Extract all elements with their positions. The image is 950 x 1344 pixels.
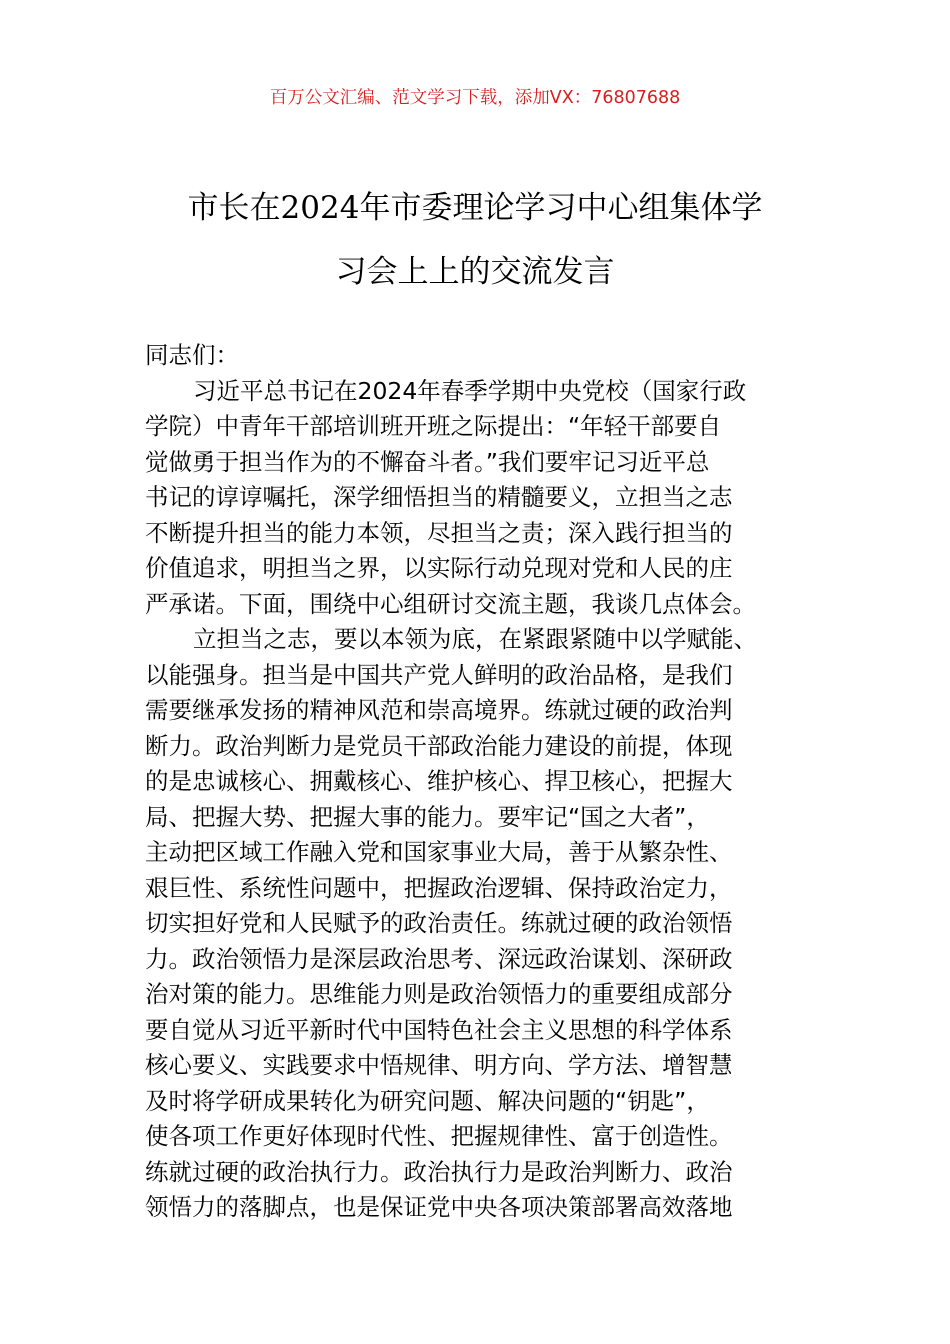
paragraph-2-line: 使各项工作更好体现时代性、把握规律性、富于创造性。 [145, 1122, 733, 1150]
paragraph-2-line: 要自觉从习近平新时代中国特色社会主义思想的科学体系 [145, 1015, 733, 1044]
paragraph-2-line: 以能强身。担当是中国共产党人鲜明的政治品格，是我们 [145, 660, 733, 689]
paragraph-1-line: 书记的谆谆嘱托，深学细悟担当的精髓要义，立担当之志 [145, 483, 733, 511]
paragraph-2-line: 切实担好党和人民赋予的政治责任。练就过硬的政治领悟 [145, 909, 733, 937]
paragraph-1-line: 学院）中青年干部培训班开班之际提出：“年轻干部要自 [145, 412, 722, 440]
paragraph-1-line: 不断提升担当的能力本领，尽担当之责；深入践行担当的 [145, 518, 733, 547]
paragraph-2-line: 需要继承发扬的精神风范和崇高境界。练就过硬的政治判 [145, 696, 733, 724]
title-line-2: 习会上上的交流发言 [335, 254, 615, 290]
paragraph-1-line: 价值追求，明担当之界，以实际行动兑现对党和人民的庄 [145, 554, 733, 582]
paragraph-2-line: 核心要义、实践要求中悟规律、明方向、学方法、增智慧 [145, 1051, 733, 1079]
paragraph-2-line: 力。政治领悟力是深层政治思考、深远政治谋划、深研政 [145, 944, 733, 973]
paragraph-2-line: 局、把握大势、把握大事的能力。要牢记“国之大者”， [145, 802, 710, 831]
paragraph-2-line: 治对策的能力。思维能力则是政治领悟力的重要组成部分 [145, 980, 733, 1008]
document-title [120, 176, 830, 304]
title-line-1: 市长在2024年市委理论学习中心组集体学 [187, 190, 763, 226]
paragraph-1-line: 严承诺。下面，围绕中心组研讨交流主题，我谈几点体会。 [145, 589, 756, 618]
paragraph-2-line: 断力。政治判断力是党员干部政治能力建设的前提，体现 [145, 731, 733, 760]
document-body [145, 338, 810, 1226]
paragraph-2-line: 领悟力的落脚点，也是保证党中央各项决策部署高效落地 [145, 1193, 733, 1221]
paragraph-2-line: 及时将学研成果转化为研究问题、解决问题的“钥匙”， [145, 1086, 710, 1115]
paragraph-1-line: 觉做勇于担当作为的不懈奋斗者。”我们要牢记习近平总 [145, 447, 710, 476]
paragraph-2-line: 练就过硬的政治执行力。政治执行力是政治判断力、政治 [145, 1157, 733, 1186]
paragraph-2-line: 的是忠诚核心、拥戴核心、维护核心、捍卫核心，把握大 [145, 767, 733, 795]
paragraph-1-line: 习近平总书记在2024年春季学期中央党校（国家行政 [193, 376, 747, 405]
salutation: 同志们： [145, 341, 239, 369]
paragraph-2-line: 艰巨性、系统性问题中，把握政治逻辑、保持政治定力， [145, 873, 733, 902]
download-notice: 百万公文汇编、范文学习下载，添加VX：76807688 [269, 88, 681, 108]
paragraph-2-line: 立担当之志，要以本领为底，在紧跟紧随中以学赋能、 [193, 625, 757, 653]
paragraph-2-line: 主动把区域工作融入党和国家事业大局，善于从繁杂性、 [145, 838, 733, 866]
